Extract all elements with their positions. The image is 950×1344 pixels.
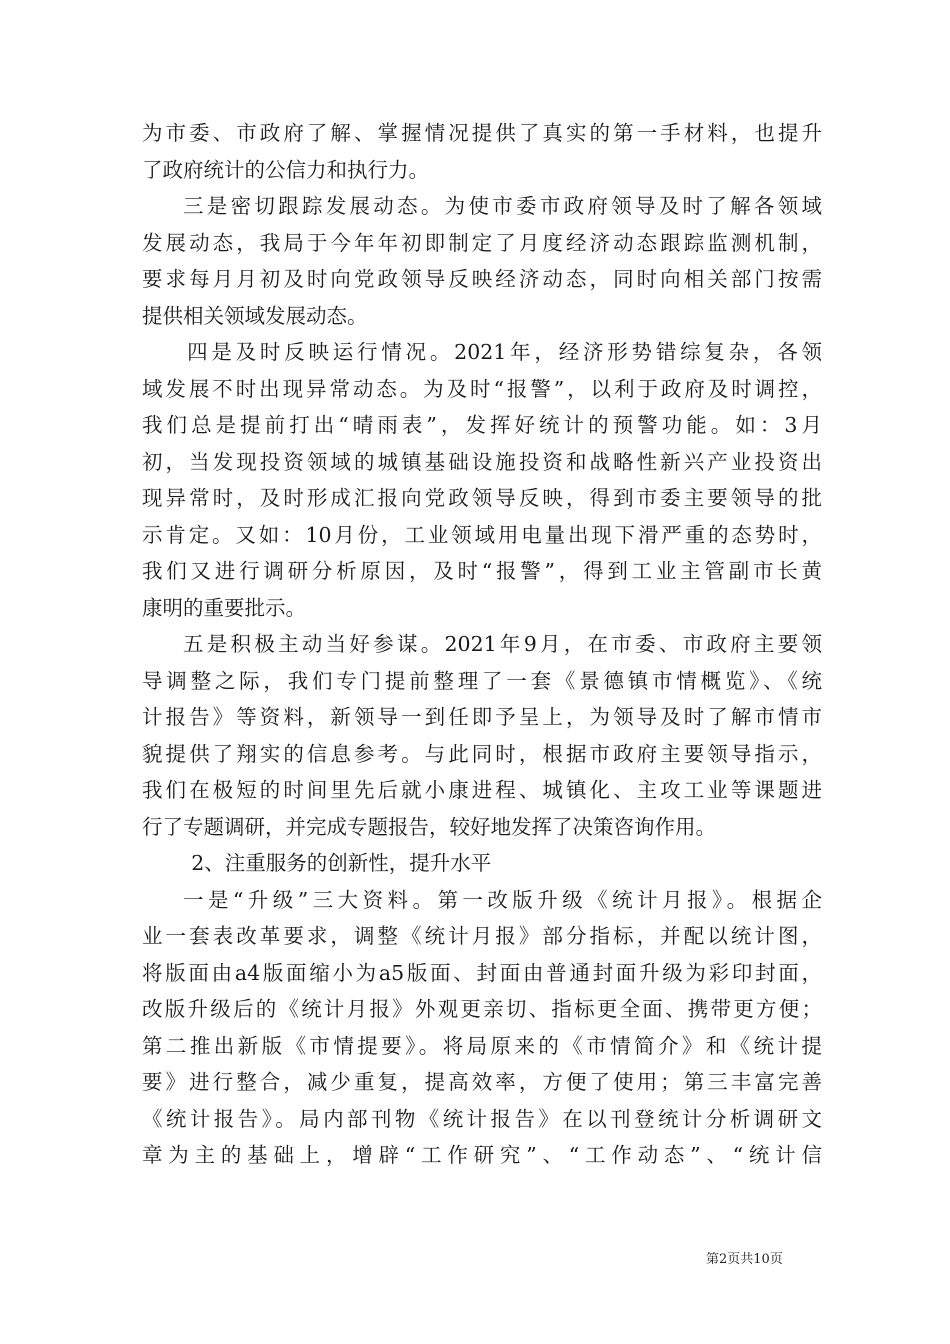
- text-line: 发展动态，我局于今年年初即制定了月度经济动态跟踪监测机制，: [142, 230, 822, 255]
- text-line: 一是“升级”三大资料。第一改版升级《统计月报》。根据企: [183, 887, 822, 912]
- text-line: 计报告》等资料，新领导一到任即予呈上，为领导及时了解市情市: [142, 705, 822, 729]
- text-line: 我们又进行调研分析原因，及时“报警”，得到工业主管副市长黄: [142, 559, 822, 583]
- text-line: 改版升级后的《统计月报》外观更亲切、指标更全面、携带更方便；: [142, 997, 822, 1021]
- text-line: 提供相关领域发展动态。: [142, 303, 368, 328]
- text-line: 业一套表改革要求，调整《统计月报》部分指标，并配以统计图，: [142, 924, 822, 948]
- text-line: 《统计报告》。局内部刊物《统计报告》在以刊登统计分析调研文: [142, 1106, 822, 1131]
- text-line: 五是积极主动当好参谋。2021年9月，在市委、市政府主要领: [183, 632, 822, 656]
- text-line: 为市委、市政府了解、掌握情况提供了真实的第一手材料，也提升: [142, 121, 822, 145]
- text-line: 我们在极短的时间里先后就小康进程、城镇化、主攻工业等课题进: [142, 778, 822, 802]
- text-line: 要求每月月初及时向党政领导反映经济动态，同时向相关部门按需: [142, 267, 822, 291]
- text-line: 现异常时，及时形成汇报向党政领导反映，得到市委主要领导的批: [142, 486, 822, 510]
- text-line: 貌提供了翔实的信息参考。与此同时，根据市政府主要领导指示，: [142, 741, 822, 766]
- text-line: 域发展不时出现异常动态。为及时“报警”，以利于政府及时调控，: [142, 376, 822, 401]
- document-body: [142, 115, 822, 1174]
- text-line: 康明的重要批示。: [142, 595, 306, 620]
- text-line: 将版面由a4版面缩小为a5版面、封面由普通封面升级为彩印封面，: [142, 960, 822, 985]
- text-line: 第二推出新版《市情提要》。将局原来的《市情简介》和《统计提: [142, 1033, 822, 1058]
- text-line: 要》进行整合，减少重复，提高效率，方便了使用；第三丰富完善: [142, 1070, 822, 1094]
- text-line: 章为主的基础上，增辟“工作研究”、“工作动态”、“统计信: [142, 1143, 822, 1167]
- text-line: 初，当发现投资领域的城镇基础设施投资和战略性新兴产业投资出: [142, 449, 822, 474]
- text-line: 三是密切跟踪发展动态。为使市委市政府领导及时了解各领域: [183, 194, 822, 218]
- text-line: 示肯定。又如：10月份，工业领域用电量出现下滑严重的态势时，: [142, 522, 822, 547]
- text-line: 2、注重服务的创新性，提升水平: [191, 851, 492, 875]
- text-line: 导调整之际，我们专门提前整理了一套《景德镇市情概览》、《统: [142, 668, 822, 693]
- page-number: 第2页共10页: [706, 1252, 783, 1267]
- text-line: 行了专题调研，并完成专题报告，较好地发挥了决策咨询作用。: [142, 814, 716, 839]
- text-line: 四是及时反映运行情况。2021年，经济形势错综复杂，各领: [187, 340, 822, 364]
- text-line: 我们总是提前打出“晴雨表”，发挥好统计的预警功能。如：3月: [142, 413, 822, 437]
- text-line: 了政府统计的公信力和执行力。: [142, 157, 429, 182]
